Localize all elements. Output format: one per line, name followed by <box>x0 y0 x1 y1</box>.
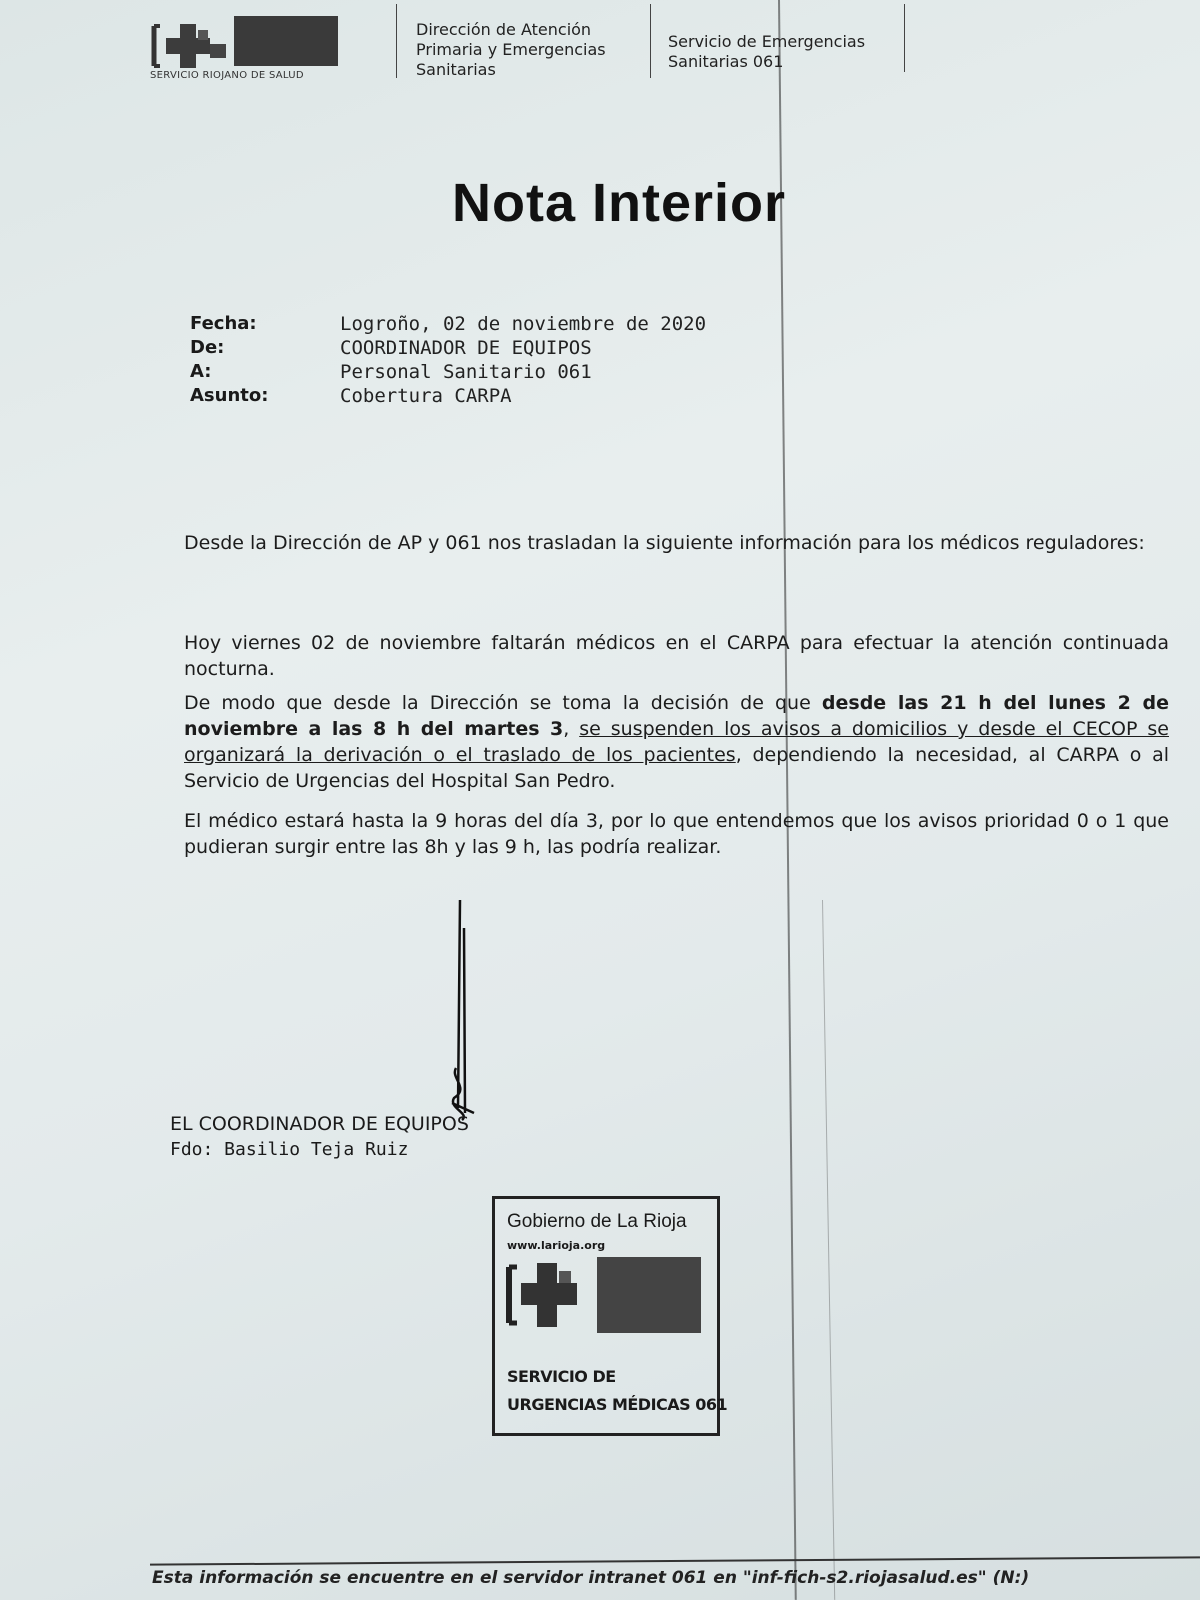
stamp-government: Gobierno de La Rioja <box>507 1211 687 1232</box>
body-paragraph-4: El médico estará hasta la 9 horas del día 3, por lo que entendemos que los avisos prioridad 0 o 1 que pudieran surgir entre las 8h y las 9 h, las podría realizar. <box>184 810 1169 858</box>
document-title: Nota Interior <box>452 173 787 233</box>
de-label: De: <box>190 337 225 358</box>
stamp-service-line: SERVICIO DE <box>507 1367 616 1386</box>
p3-comma: , <box>563 718 580 740</box>
header-service-line: Sanitarias 061 <box>668 52 784 71</box>
header-service-line: Servicio de Emergencias <box>668 32 866 51</box>
de-value: COORDINADOR DE EQUIPOS <box>340 337 592 359</box>
footer-rule <box>150 1556 1200 1565</box>
meta-row-a <box>190 360 706 384</box>
p3-underlined: se suspenden los avisos a domicilios y desde el CECOP se organizará la derivación o el traslado de los pacientes <box>184 718 1169 766</box>
p3-end: , dependiendo la necesidad, al CARPA o al Servicio de Urgencias del Hospital San Pedro. <box>184 744 1170 792</box>
memo-metadata <box>190 312 706 408</box>
body-paragraph-3 <box>184 690 1169 794</box>
a-label: A: <box>190 361 212 382</box>
stamp-url: www.larioja.org <box>507 1239 606 1252</box>
handwritten-signature <box>440 898 490 1128</box>
header-department-line: Sanitarias <box>416 60 496 79</box>
signer-name: Fdo: Basilio Teja Ruiz <box>170 1139 409 1160</box>
signer-role: EL COORDINADOR DE EQUIPOS <box>170 1113 469 1135</box>
paper-fold-line-secondary <box>822 900 835 1600</box>
a-value: Personal Sanitario 061 <box>340 361 592 383</box>
header-divider <box>396 4 397 78</box>
logo-subtitle: SERVICIO RIOJANO DE SALUD <box>150 70 304 81</box>
rioja-salud-logo <box>150 16 350 86</box>
stamp-logo-wordmark <box>597 1257 701 1333</box>
asunto-label: Asunto: <box>190 385 269 406</box>
p3-bold-dates: desde las 21 h del lunes 2 de noviembre a las 8 h del martes 3 <box>184 692 1170 740</box>
header-department-line: Dirección de Atención <box>416 20 592 39</box>
official-stamp <box>492 1196 728 1436</box>
meta-row-fecha <box>190 312 706 336</box>
logo-wordmark <box>234 16 338 66</box>
footer-note: Esta información se encuentre en el servidor intranet 061 en "inf-fich-s2.riojasalud.es" (N:) <box>152 1568 1030 1588</box>
header-divider <box>650 4 651 78</box>
medical-cross-icon <box>150 20 230 72</box>
fecha-label: Fecha: <box>190 313 257 334</box>
meta-row-de <box>190 336 706 360</box>
stamp-service-line: URGENCIAS MÉDICAS 061 <box>507 1395 728 1414</box>
medical-cross-icon <box>505 1257 589 1333</box>
header-divider <box>904 4 905 72</box>
body-paragraph-1: Desde la Dirección de AP y 061 nos trasladan la siguiente información para los médicos reguladores: <box>184 532 1145 554</box>
meta-row-asunto <box>190 384 706 408</box>
signature-block <box>170 1112 469 1162</box>
header-department <box>416 20 606 80</box>
body-paragraph-2: Hoy viernes 02 de noviembre faltarán médicos en el CARPA para efectuar la atención continuada nocturna. <box>184 632 1169 680</box>
p3-intro: De modo que desde la Dirección se toma la decisión de que <box>184 692 822 714</box>
header-service <box>668 32 865 72</box>
asunto-value: Cobertura CARPA <box>340 385 512 407</box>
paper-fold-line <box>778 0 797 1600</box>
fecha-value: Logroño, 02 de noviembre de 2020 <box>340 313 707 335</box>
header-department-line: Primaria y Emergencias <box>416 40 606 59</box>
